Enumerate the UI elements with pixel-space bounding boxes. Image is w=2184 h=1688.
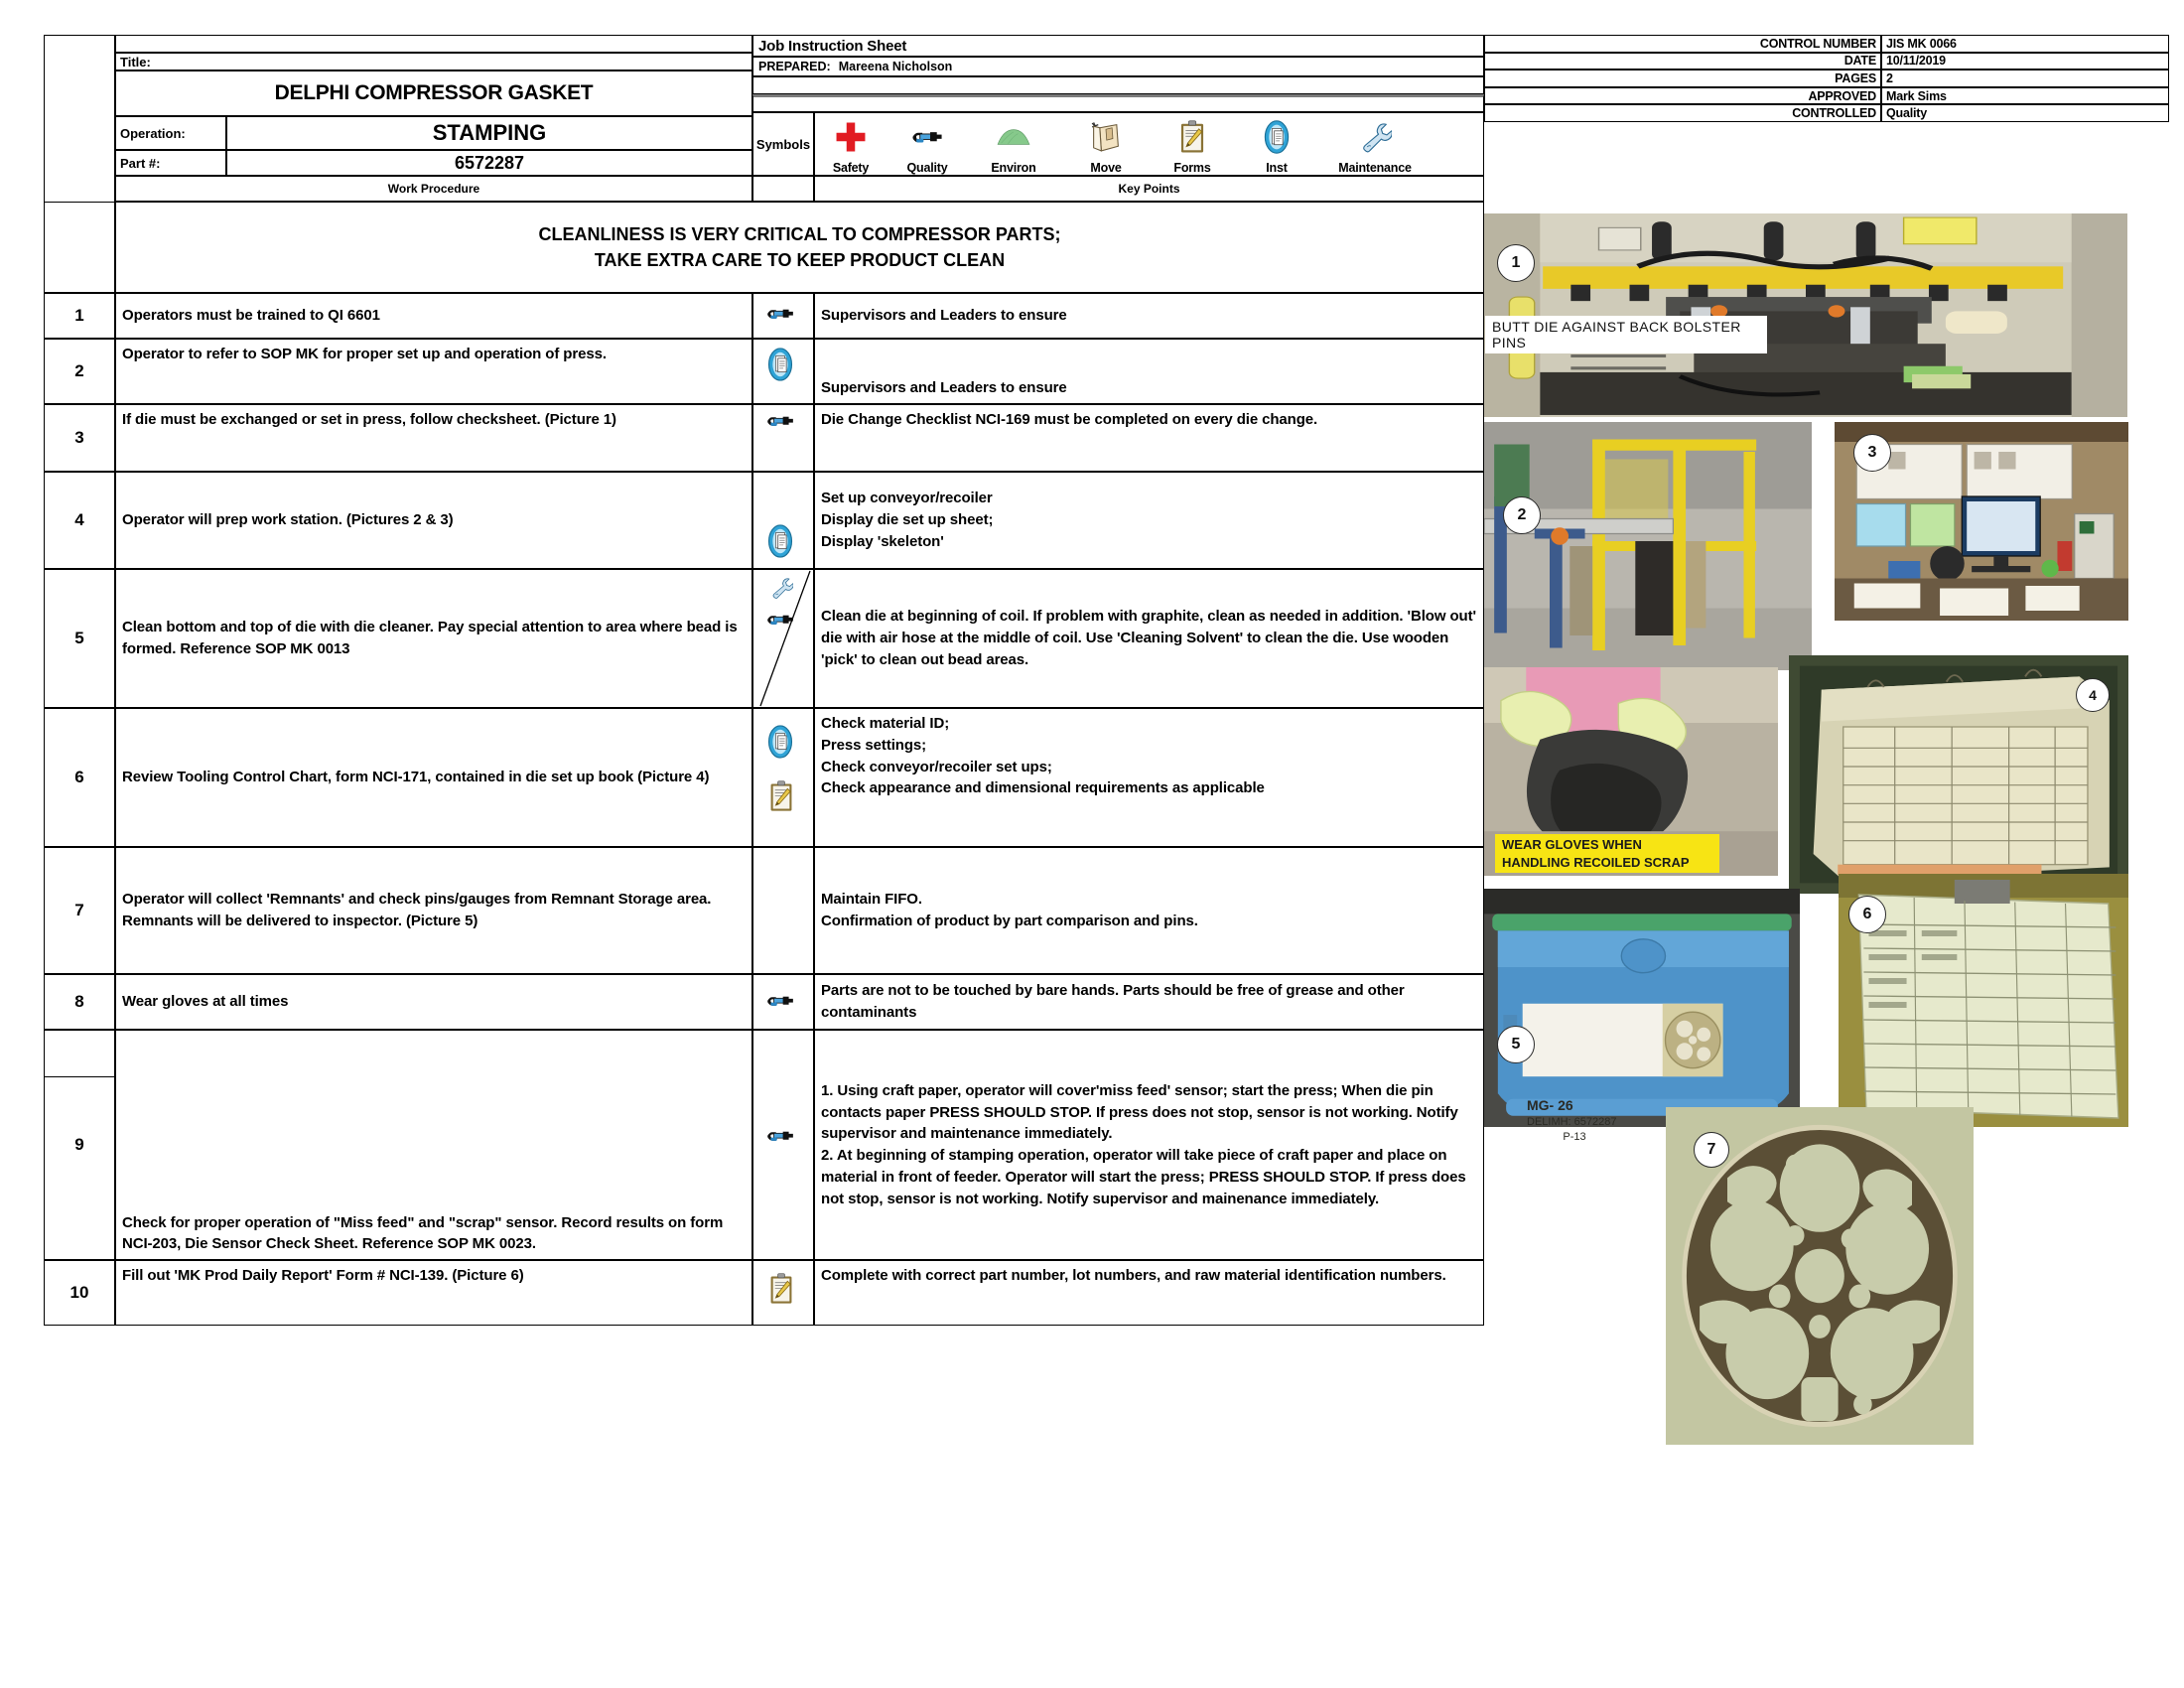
symbol-cell-maintenance — [1320, 115, 1430, 175]
title-label-cell — [115, 35, 752, 53]
control-value-3: Mark Sims — [1881, 87, 2169, 105]
prepared-blank-row-1 — [752, 76, 1484, 94]
micrometer-icon — [765, 991, 795, 1011]
symbol-name: Move — [1090, 161, 1122, 175]
photo-caption-wear-gloves: WEAR GLOVES WHEN HANDLING RECOILED SCRAP — [1495, 834, 1719, 873]
micrometer-icon — [765, 411, 795, 431]
step-number: 7 — [44, 847, 115, 974]
photo-conveyor-and-yellow-safety-guarding — [1484, 422, 1812, 670]
banner-number-cell — [44, 202, 115, 293]
cleanliness-banner — [115, 202, 1484, 293]
instruction-document-icon — [767, 348, 793, 381]
step-symbol-cell — [752, 974, 814, 1030]
photo-callout-2: 2 — [1503, 496, 1541, 534]
symbol-column-header — [752, 176, 814, 202]
step-key-points: Clean die at beginning of coil. If problem with graphite, clean as needed in addition. 'Blow out' die with air hose at the middle of coil. Use 'Cleaning Solvent' to clean the die. Use wooden 'pick' to clean out bead areas. — [814, 569, 1484, 708]
step-key-points: Supervisors and Leaders to ensure — [814, 339, 1484, 404]
step-number: 6 — [44, 708, 115, 847]
clipboard-pencil-icon — [769, 780, 793, 812]
step-number: 8 — [44, 974, 115, 1030]
instruction-document-icon — [1260, 116, 1294, 158]
step-key-points: Die Change Checklist NCI-169 must be completed on every die change. — [814, 404, 1484, 472]
control-value-1: 10/11/2019 — [1881, 53, 2169, 70]
banner-line-2: TAKE EXTRA CARE TO KEEP PRODUCT CLEAN — [594, 250, 1006, 270]
step-key-points: Supervisors and Leaders to ensure — [814, 293, 1484, 339]
symbol-cell-quality — [888, 115, 966, 175]
prepared-label: PREPARED: — [758, 60, 831, 73]
title-label: Title: — [115, 53, 752, 70]
prepared-blank-row-2 — [752, 94, 1484, 112]
operation-value: STAMPING — [226, 116, 752, 150]
symbol-cell-safety — [816, 115, 886, 175]
symbol-name: Safety — [832, 161, 870, 175]
step-symbol-cell — [752, 339, 814, 404]
photo-callout-6: 6 — [1848, 896, 1886, 933]
step-number: 1 — [44, 293, 115, 339]
symbol-cell-environ — [968, 115, 1059, 175]
instruction-document-icon — [767, 524, 793, 558]
control-label-0: CONTROL NUMBER — [1484, 35, 1881, 53]
symbol-cell-forms — [1152, 115, 1233, 175]
step-procedure: If die must be exchanged or set in press, follow checksheet. (Picture 1) — [115, 404, 752, 472]
photo-callout-3: 3 — [1853, 434, 1891, 472]
step-key-points: Set up conveyor/recoiler Display die set up sheet; Display 'skeleton' — [814, 472, 1484, 569]
step-procedure: Fill out 'MK Prod Daily Report' Form # NCI-139. (Picture 6) — [115, 1260, 752, 1326]
photo-callout-5: 5 — [1497, 1026, 1535, 1063]
step5-diagonal-divider — [752, 569, 814, 708]
control-label-2: PAGES — [1484, 70, 1881, 87]
control-value-0: JIS MK 0066 — [1881, 35, 2169, 53]
bin-label-line-3: P-13 — [1563, 1130, 1586, 1143]
step-number: 4 — [44, 472, 115, 569]
photo-callout-4: 4 — [2076, 678, 2110, 712]
work-procedure-header: Work Procedure — [115, 176, 752, 202]
key-points-header: Key Points — [814, 176, 1484, 202]
banner-line-1: CLEANLINESS IS VERY CRITICAL TO COMPRESSOR PARTS; — [538, 223, 1061, 244]
document-title-value: DELPHI COMPRESSOR GASKET — [115, 70, 752, 116]
bin-label-line-1: MG- 26 — [1527, 1097, 1573, 1113]
step-procedure: Operator will prep work station. (Pictures 2 & 3) — [115, 472, 752, 569]
symbol-name: Environ — [991, 161, 1036, 175]
part-number-value: 6572287 — [226, 150, 752, 176]
step-symbol-cell — [752, 293, 814, 339]
move-package-icon — [1089, 116, 1123, 158]
symbol-name: Maintenance — [1338, 161, 1412, 175]
clipboard-pencil-icon — [769, 1273, 793, 1305]
wrench-icon — [1358, 116, 1392, 158]
symbol-cell-inst — [1236, 115, 1317, 175]
step-symbol-cell — [752, 1260, 814, 1326]
micrometer-icon — [765, 1126, 795, 1146]
step-number: 5 — [44, 569, 115, 708]
step-key-points: 1. Using craft paper, operator will cover'miss feed' sensor; start the press; When die pin contacts paper PRESS SHOULD STOP. If press does not stop, sensor is not working. Notify supervisor and maintenance immediately. 2. At beginning of stamping operation, operator will take piece of craft paper and place on material in front of feeder. Operator will start the press; PRESS SHOULD STOP. If press does not stop, sensor is not working. Notify supervisor and mainenance immediately. — [814, 1030, 1484, 1260]
remnant-bin-label — [1527, 1096, 1622, 1145]
symbols-label: Symbols — [752, 112, 814, 176]
step-procedure: Review Tooling Control Chart, form NCI-171, contained in die set up book (Picture 4) — [115, 708, 752, 847]
control-label-1: DATE — [1484, 53, 1881, 70]
sheet-title: Job Instruction Sheet — [752, 35, 1484, 57]
step-number: 3 — [44, 404, 115, 472]
micrometer-icon — [765, 304, 795, 324]
symbol-name: Quality — [906, 161, 948, 175]
step-key-points: Complete with correct part number, lot numbers, and raw material identification numbers. — [814, 1260, 1484, 1326]
step-procedure: Check for proper operation of "Miss feed" and "scrap" sensor. Record results on form NCI-203, Die Sensor Check Sheet. Reference SOP MK 0023. — [115, 1030, 752, 1260]
symbol-cell-move — [1062, 115, 1150, 175]
symbol-name: Forms — [1173, 161, 1211, 175]
instruction-document-icon — [767, 725, 793, 759]
step-procedure: Operators must be trained to QI 6601 — [115, 293, 752, 339]
prepared-by-value: Mareena Nicholson — [838, 60, 953, 73]
step-number: 9 — [44, 1030, 115, 1260]
photo-callout-7: 7 — [1694, 1132, 1729, 1168]
step-key-points: Parts are not to be touched by bare hands. Parts should be free of grease and other contaminants — [814, 974, 1484, 1030]
step-number: 2 — [44, 339, 115, 404]
control-value-4: Quality — [1881, 104, 2169, 122]
symbol-name: Inst — [1266, 161, 1288, 175]
control-label-3: APPROVED — [1484, 87, 1881, 105]
step-procedure: Wear gloves at all times — [115, 974, 752, 1030]
step-number: 10 — [44, 1260, 115, 1326]
green-leaf-icon — [997, 116, 1030, 158]
bin-label-line-2: DELIMH: 6572287 — [1527, 1115, 1617, 1128]
micrometer-icon — [910, 116, 944, 158]
photo-blue-remnant-bin-with-label — [1484, 889, 1800, 1127]
prepared-by-row — [752, 57, 1484, 76]
control-value-2: 2 — [1881, 70, 2169, 87]
part-number-label: Part #: — [115, 150, 226, 176]
step-key-points: Maintain FIFO. Confirmation of product by part comparison and pins. — [814, 847, 1484, 974]
photo-caption-1: BUTT DIE AGAINST BACK BOLSTER PINS — [1485, 316, 1767, 353]
step-key-points: Check material ID; Press settings; Check conveyor/recoiler set ups; Check appearance and dimensional requirements as applicable — [814, 708, 1484, 847]
step-symbol-cell — [752, 708, 814, 847]
photo-callout-1: 1 — [1497, 244, 1535, 282]
operation-label: Operation: — [115, 116, 226, 150]
step-symbol-cell — [752, 404, 814, 472]
red-cross-icon — [834, 116, 868, 158]
step-procedure: Operator will collect 'Remnants' and check pins/gauges from Remnant Storage area. Remnants will be delivered to inspector. (Picture 5) — [115, 847, 752, 974]
step-symbol-cell — [752, 847, 814, 974]
clipboard-pencil-icon — [1175, 116, 1209, 158]
control-label-4: CONTROLLED — [1484, 104, 1881, 122]
step-procedure: Operator to refer to SOP MK for proper set up and operation of press. — [115, 339, 752, 404]
step-procedure: Clean bottom and top of die with die cleaner. Pay special attention to area where bead is formed. Reference SOP MK 0013 — [115, 569, 752, 708]
step-symbol-cell — [752, 1030, 814, 1260]
step-symbol-cell — [752, 472, 814, 569]
